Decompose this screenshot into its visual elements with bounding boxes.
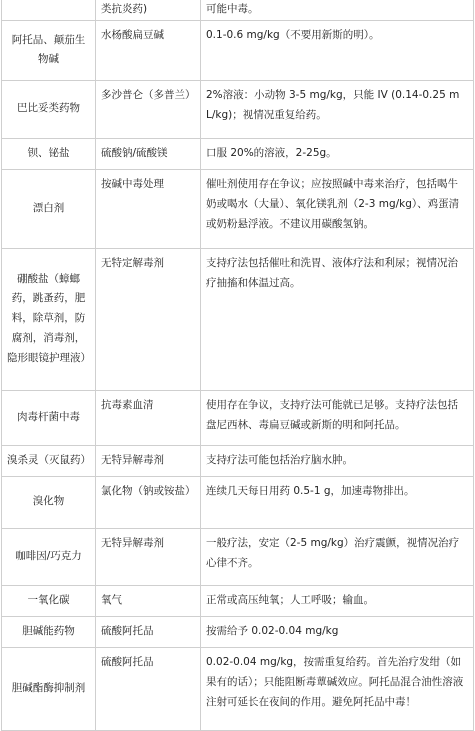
treatment-cell: 可能中毒。 (201, 0, 474, 20)
poison-cell: 硼酸盐（蟑螂药，跳蚤药，肥料，除草剂，防腐剂，消毒剂，隐形眼镜护理液） (2, 248, 96, 390)
treatment-cell: 连续几天每日用药 0.5-1 g，加速毒物排出。 (201, 476, 474, 528)
poison-cell: 巴比妥类药物 (2, 80, 96, 138)
antidote-cell: 硫酸阿托品 (96, 647, 201, 730)
table-row (2, 616, 474, 647)
table-row (2, 476, 474, 528)
antidote-table (1, 0, 474, 731)
antidote-cell: 硫酸阿托品 (96, 616, 201, 647)
treatment-cell: 按需给予 0.02-0.04 mg/kg (201, 616, 474, 647)
poison-cell: 阿托品、颠茄生物碱 (2, 20, 96, 80)
table-row (2, 138, 474, 169)
treatment-cell: 2%溶液：小动物 3-5 mg/kg，只能 IV (0.14-0.25 mL/kg)；视情况重复给药。 (201, 80, 474, 138)
table-row (2, 647, 474, 730)
antidote-cell: 类抗炎药) (96, 0, 201, 20)
table-row (2, 20, 474, 80)
poison-cell (2, 0, 96, 20)
table-row (2, 445, 474, 476)
table-row (2, 390, 474, 445)
antidote-cell: 按碱中毒处理 (96, 169, 201, 248)
treatment-cell: 催吐剂使用存在争议；应按照碱中毒来治疗，包括喝牛奶或喝水（大量）、氧化镁乳剂（2-3 mg/kg）、鸡蛋清或奶粉悬浮液。不建议用碳酸氢钠。 (201, 169, 474, 248)
treatment-cell: 支持疗法可能包括治疗脑水肿。 (201, 445, 474, 476)
poison-cell: 漂白剂 (2, 169, 96, 248)
poison-cell: 一氧化碳 (2, 585, 96, 616)
treatment-cell: 口服 20%的溶液，2-25g。 (201, 138, 474, 169)
table-row (2, 80, 474, 138)
treatment-cell: 一般疗法，安定（2-5 mg/kg）治疗震颤，视情况治疗心律不齐。 (201, 528, 474, 585)
poison-cell: 肉毒杆菌中毒 (2, 390, 96, 445)
table-row (2, 169, 474, 248)
poison-cell: 胆碱能药物 (2, 616, 96, 647)
antidote-cell: 硫酸钠/硫酸镁 (96, 138, 201, 169)
treatment-cell: 0.1-0.6 mg/kg（不要用新斯的明）。 (201, 20, 474, 80)
antidote-cell: 氧气 (96, 585, 201, 616)
antidote-cell: 多沙普仑（多普兰） (96, 80, 201, 138)
antidote-cell: 水杨酸扁豆碱 (96, 20, 201, 80)
antidote-cell: 无特异解毒剂 (96, 445, 201, 476)
table-row (2, 0, 474, 20)
treatment-cell: 使用存在争议，支持疗法可能就已足够。支持疗法包括盘尼西林、毒扁豆碱或新斯的明和阿托品。 (201, 390, 474, 445)
table-row (2, 248, 474, 390)
antidote-cell: 无特定解毒剂 (96, 248, 201, 390)
poison-cell: 溴杀灵（灭鼠药） (2, 445, 96, 476)
poison-cell: 钡、铋盐 (2, 138, 96, 169)
poison-cell: 咖啡因/巧克力 (2, 528, 96, 585)
antidote-cell: 氯化物（钠或铵盐） (96, 476, 201, 528)
poison-cell: 胆碱酯酶抑制剂 (2, 647, 96, 730)
antidote-cell: 无特异解毒剂 (96, 528, 201, 585)
treatment-cell: 0.02-0.04 mg/kg，按需重复给药。首先治疗发绀（如果有的话）；只能阻断毒蕈碱效应。阿托品混合油性溶液注射可延长在夜间的作用。避免阿托品中毒！ (201, 647, 474, 730)
table-row (2, 585, 474, 616)
poison-cell: 溴化物 (2, 476, 96, 528)
table-row (2, 528, 474, 585)
treatment-cell: 支持疗法包括催吐和洗胃、液体疗法和利尿；视情况治疗抽搐和体温过高。 (201, 248, 474, 390)
antidote-cell: 抗毒素血清 (96, 390, 201, 445)
treatment-cell: 正常或高压纯氧；人工呼吸；输血。 (201, 585, 474, 616)
